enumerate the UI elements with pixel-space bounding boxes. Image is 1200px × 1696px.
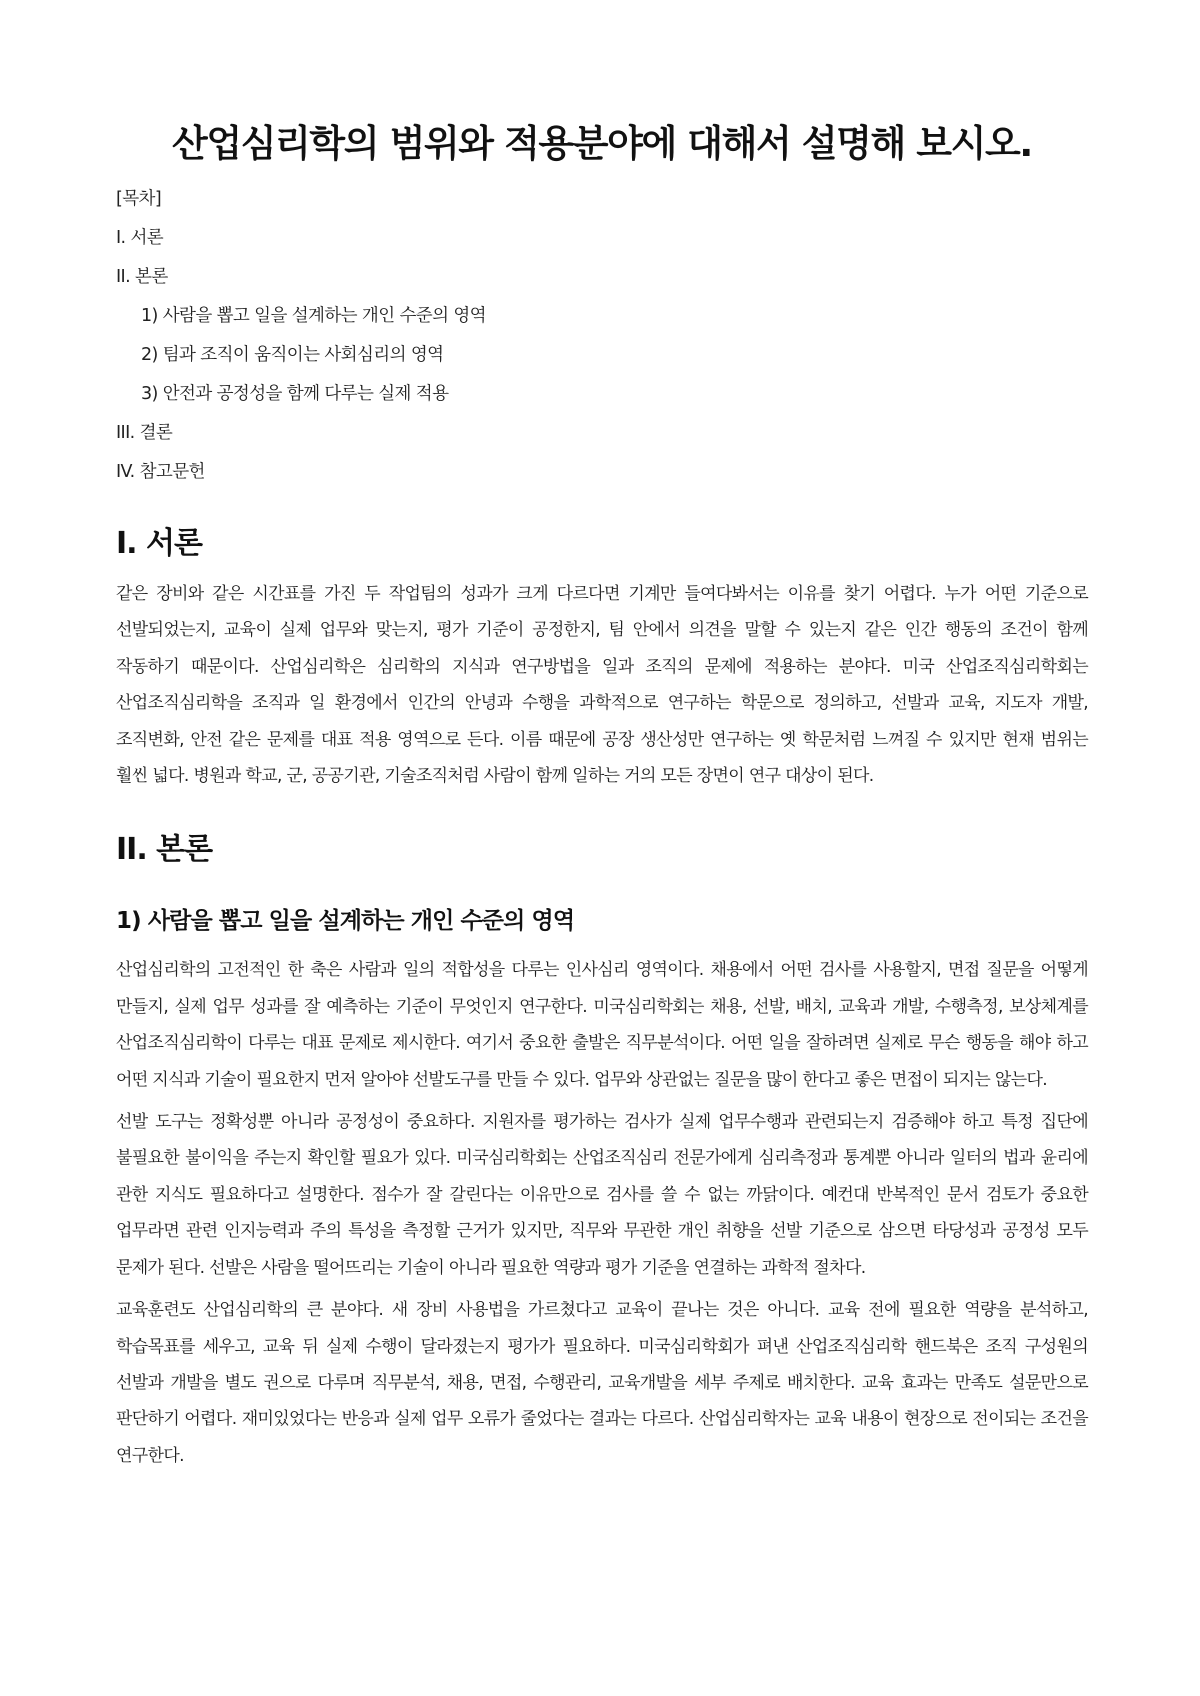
toc-item-introduction: I. 서론 (116, 228, 164, 248)
toc-heading: [목차] (116, 189, 162, 209)
toc-item-body-section-1: 1) 사람을 뽑고 일을 설계하는 개인 수준의 영역 (141, 306, 486, 326)
toc-item-body-section-2: 2) 팀과 조직이 움직이는 사회심리의 영역 (141, 345, 444, 365)
introduction-heading: I. 서론 (116, 526, 202, 561)
body-subsection-1 (116, 904, 1088, 1474)
table-of-contents (116, 180, 1088, 492)
introduction-section (116, 524, 1088, 794)
body-paragraph: 선발 도구는 정확성뿐 아니라 공정성이 중요하다. 지원자를 평가하는 검사가 실제 업무수행과 관련되는지 검증해야 하고 특정 집단에 불필요한 불이익을 주는지 확인할 필요가 있다. 미국심리학회는 산업조직심리 전문가에게 심리측정과 통계뿐 아니라 일터의 법과 윤리에 관한 지식도 필요하다고 설명한다. 점수가 잘 갈린다는 이유만으로 검사를 쓸 수 없는 까닭이다. 예컨대 반복적인 문서 검토가 중요한 업무라면 관련 인지능력과 주의 특성을 측정할 근거가 있지만, 직무와 무관한 개인 취향을 선발 기준으로 삼으면 타당성과 공정성 모두 문제가 된다. 선발은 사람을 떨어뜨리는 기술이 아니라 필요한 역량과 평가 기준을 연결하는 과학적 절차다. (116, 1112, 1088, 1278)
toc-item-conclusion: III. 결론 (116, 423, 173, 443)
toc-list (116, 219, 1088, 492)
toc-item-body: II. 본론 (116, 267, 168, 287)
toc-item-body-section-3: 3) 안전과 공정성을 함께 다루는 실제 적용 (141, 384, 449, 404)
toc-item-references: IV. 참고문헌 (116, 462, 205, 482)
document-title: 산업심리학의 범위와 적용분야에 대해서 설명해 보시오. (172, 122, 1032, 165)
introduction-paragraph: 같은 장비와 같은 시간표를 가진 두 작업팀의 성과가 크게 다르다면 기계만 들여다봐서는 이유를 찾기 어렵다. 누가 어떤 기준으로 선발되었는지, 교육이 실제 업무와 맞는지, 평가 기준이 공정한지, 팀 안에서 의견을 말할 수 있는지 같은 인간 행동의 조건이 함께 작동하기 때문이다. 산업심리학은 심리학의 지식과 연구방법을 일과 조직의 문제에 적용하는 분야다. 미국 산업조직심리학회는 산업조직심리학을 조직과 일 환경에서 인간의 안녕과 수행을 과학적으로 연구하는 학문으로 정의하고, 선발과 교육, 지도자 개발, 조직변화, 안전 같은 문제를 대표 적용 영역으로 든다. 이름 때문에 공장 생산성만 연구하는 옛 학문처럼 느껴질 수 있지만 현재 범위는 훨씬 넓다. 병원과 학교, 군, 공공기관, 기술조직처럼 사람이 함께 일하는 거의 모든 장면이 연구 대상이 된다. (116, 584, 1088, 787)
body-subsection-1-heading: 1) 사람을 뽑고 일을 설계하는 개인 수준의 영역 (116, 908, 575, 935)
body-heading: II. 본론 (116, 832, 213, 868)
body-section (116, 830, 1088, 1474)
body-paragraph: 산업심리학의 고전적인 한 축은 사람과 일의 적합성을 다루는 인사심리 영역이다. 채용에서 어떤 검사를 사용할지, 면접 질문을 어떻게 만들지, 실제 업무 성과를 잘 예측하는 기준이 무엇인지 연구한다. 미국심리학회는 채용, 선발, 배치, 교육과 개발, 수행측정, 보상체계를 산업조직심리학이 다루는 대표 문제로 제시한다. 여기서 중요한 출발은 직무분석이다. 어떤 일을 잘하려면 실제로 무슨 행동을 해야 하고 어떤 지식과 기술이 필요한지 먼저 알아야 선발도구를 만들 수 있다. 업무와 상관없는 질문을 많이 한다고 좋은 면접이 되지는 않는다. (116, 960, 1088, 1090)
body-paragraph: 교육훈련도 산업심리학의 큰 분야다. 새 장비 사용법을 가르쳤다고 교육이 끝나는 것은 아니다. 교육 전에 필요한 역량을 분석하고, 학습목표를 세우고, 교육 뒤 실제 수행이 달라졌는지 평가가 필요하다. 미국심리학회가 펴낸 산업조직심리학 핸드북은 조직 구성원의 선발과 개발을 별도 권으로 다루며 직무분석, 채용, 면접, 수행관리, 교육개발을 세부 주제로 배치한다. 교육 효과는 만족도 설문만으로 판단하기 어렵다. 재미있었다는 반응과 실제 업무 오류가 줄었다는 결과는 다르다. 산업심리학자는 교육 내용이 현장으로 전이되는 조건을 연구한다. (116, 1300, 1088, 1466)
